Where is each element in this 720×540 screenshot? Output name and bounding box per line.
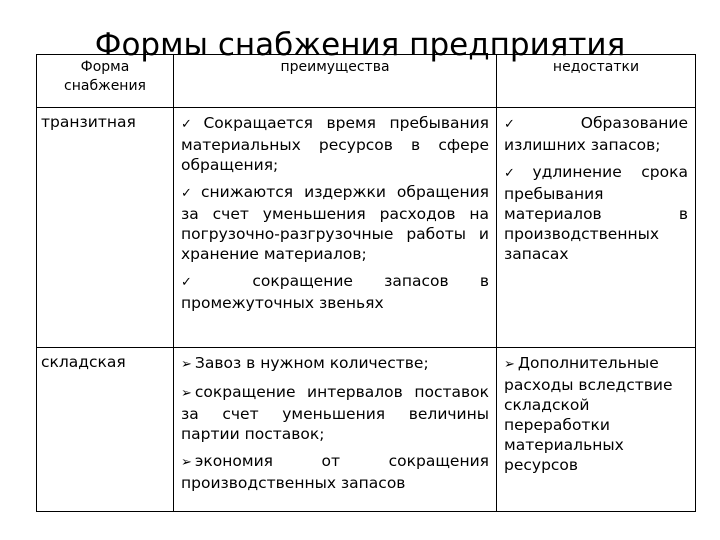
list-item [504,162,688,264]
advantage-text: Сокращается время пребывания материальных ресурсов в сфере обращения; [181,114,489,174]
advantage-text: экономия от сокращения производственных запасов [181,452,489,492]
disadvantage-text: Дополнительные расходы вследствие складской переработки материальных ресурсов [504,354,673,474]
list-item [181,113,489,175]
list-item [181,353,489,375]
table-row [37,348,696,512]
list-item [181,182,489,264]
header-disadvantages: недостатки [497,55,696,108]
checkmark-icon: ✓ [504,166,530,181]
disadvantage-text: удлинение срока пребывания материалов в производственных запасах [504,163,688,263]
table-header-row [37,55,696,108]
slide-title: Формы снабжения предприятия [94,27,626,63]
advantages-cell [174,108,497,348]
header-supply-form: Форма снабжения [37,55,174,108]
arrow-bullet-icon: ➢ [181,386,192,401]
disadvantage-text: Образование излишних запасов; [504,114,688,154]
header-advantages: преимущества [174,55,497,108]
list-item [181,382,489,444]
advantage-text: сокращение интервалов поставок за счет уменьшения величины партии поставок; [181,383,489,443]
advantages-cell [174,348,497,512]
checkmark-icon: ✓ [181,186,198,201]
supply-form-cell: складская [37,348,174,512]
advantage-text: сокращение запасов в промежуточных звеньях [181,272,489,312]
list-item [504,353,688,475]
supply-forms-table [36,54,696,512]
checkmark-icon: ✓ [181,275,219,290]
checkmark-icon: ✓ [504,117,578,132]
list-item [504,113,688,155]
arrow-bullet-icon: ➢ [504,357,515,372]
list-item [181,271,489,313]
advantage-text: снижаются издержки обращения за счет уменьшения расходов на погрузочно-разгрузочные работы и хранение материалов; [181,183,489,263]
list-item [181,451,489,493]
supply-form-cell: транзитная [37,108,174,348]
advantage-text: Завоз в нужном количестве; [194,354,429,372]
arrow-bullet-icon: ➢ [181,455,192,470]
checkmark-icon: ✓ [181,117,201,132]
disadvantages-cell [497,348,696,512]
table-row [37,108,696,348]
arrow-bullet-icon: ➢ [181,357,192,372]
disadvantages-cell [497,108,696,348]
